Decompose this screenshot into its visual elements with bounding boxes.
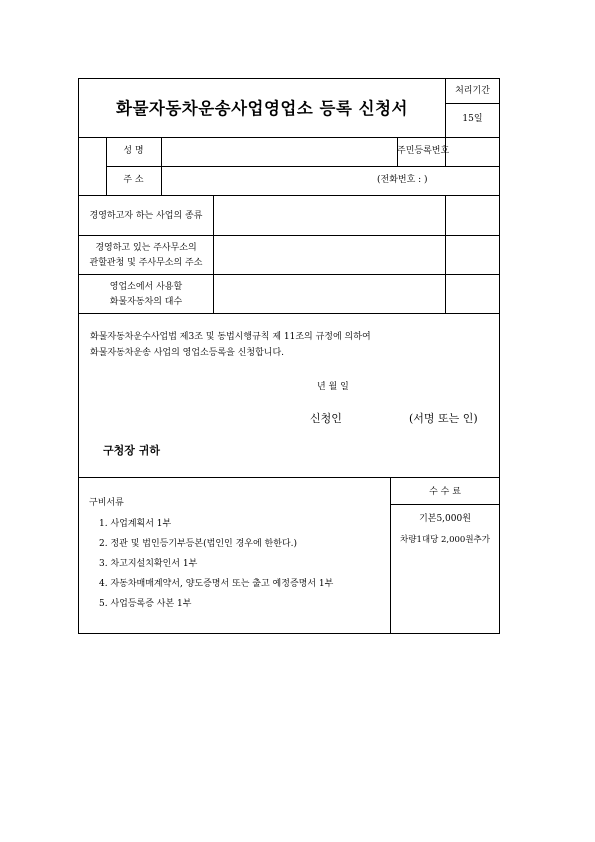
business-type-label: 경영하고자 하는 사업의 종류: [89, 211, 203, 221]
business-type-field[interactable]: [214, 196, 445, 235]
application-form: [78, 78, 500, 634]
date-line: 년 월 일: [317, 382, 349, 392]
head-office-label-line2: 관할관청 및 주사무소의 주소: [89, 258, 203, 268]
form-title: 화물자동차운송사업영업소 등록 신청서: [116, 99, 408, 118]
applicant-signature-label: 신청인: [310, 412, 342, 425]
statement-line1: 화물자동차운수사업법 제3조 및 동법시행규칙 제 11조의 규정에 의하여: [90, 332, 371, 342]
required-documents-heading: 구비서류: [89, 498, 124, 508]
head-office-label-line1: 경영하고 있는 주사무소의: [95, 243, 197, 253]
divider: [390, 477, 391, 634]
processing-period-value: 15일: [462, 114, 483, 124]
fee-base: 기본5,000원: [419, 514, 471, 524]
divider: [445, 103, 500, 104]
resident-number-field[interactable]: [446, 138, 500, 166]
name-field[interactable]: [162, 138, 397, 166]
processing-period-label: 처리기간: [455, 86, 490, 96]
divider: [445, 195, 446, 313]
divider: [79, 313, 500, 314]
phone-number-label: (전화번호 : ): [377, 175, 428, 185]
document-item: 1. 사업계획서 1부: [99, 519, 172, 529]
signature-note: (서명 또는 인): [409, 412, 478, 425]
document-item: 2. 정관 및 법인등기부등본(법인인 경우에 한한다.): [99, 539, 297, 549]
fee-per-vehicle: 차량1대당 2,000원추가: [400, 535, 490, 545]
statement-line2: 화물자동차운송 사업의 영업소등록을 신청합니다.: [90, 348, 285, 358]
vehicle-count-label-line2: 화물자동차의 대수: [109, 297, 183, 307]
resident-number-label: 주민등록번호: [397, 146, 450, 156]
vehicle-count-field[interactable]: [214, 275, 445, 313]
document-item: 4. 자동차매매계약서, 양도증명서 또는 출고 예정증명서 1부: [99, 579, 334, 589]
divider: [79, 477, 500, 478]
address-label: 주 소: [123, 175, 144, 185]
address-field[interactable]: [162, 167, 500, 195]
head-office-field[interactable]: [214, 236, 445, 274]
document-item: 5. 사업등록증 사본 1부: [99, 599, 192, 609]
addressee: 구청장 귀하: [103, 444, 160, 457]
document-item: 3. 차고지설치확인서 1부: [99, 559, 198, 569]
name-label: 성 명: [123, 146, 144, 156]
divider: [390, 504, 500, 505]
fee-label: 수 수 료: [429, 487, 461, 497]
vehicle-count-label-line1: 영업소에서 사용할: [109, 282, 183, 292]
